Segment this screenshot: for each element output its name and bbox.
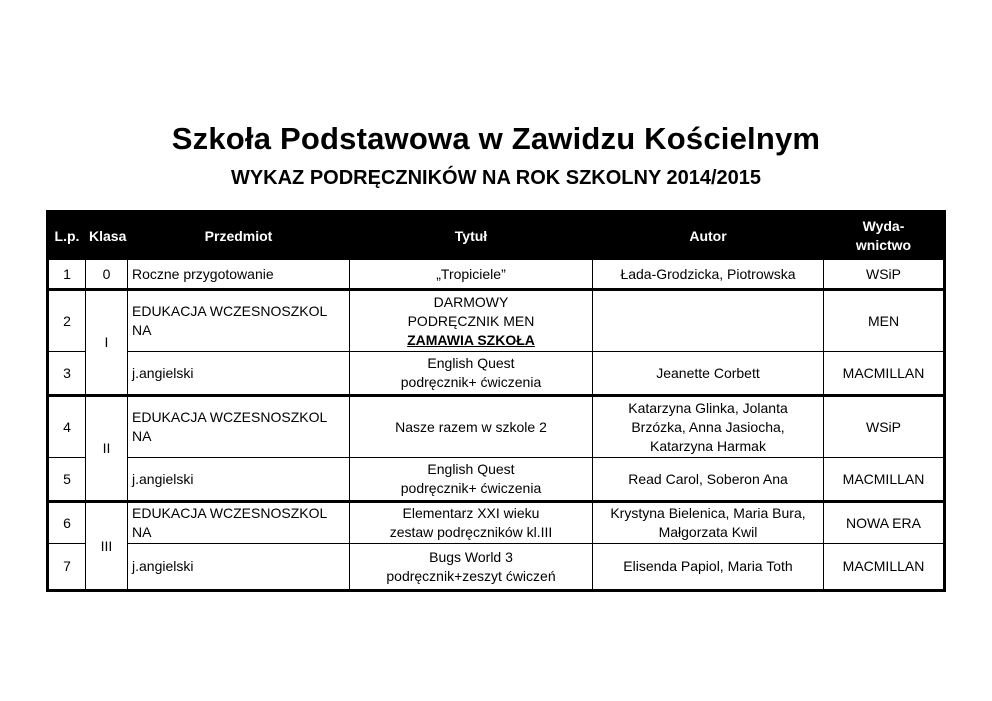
cell-przedmiot: EDUKACJA WCZESNOSZKOL NA — [128, 290, 350, 352]
cell-autor: Read Carol, Soberon Ana — [593, 458, 824, 502]
table-header-row — [49, 213, 944, 260]
table-row — [49, 352, 944, 396]
cell-tytul: English Quest podręcznik+ ćwiczenia — [350, 458, 593, 502]
cell-przedmiot: j.angielski — [128, 544, 350, 590]
table-row — [49, 458, 944, 502]
cell-lp: 5 — [49, 458, 86, 502]
cell-przedmiot: j.angielski — [128, 458, 350, 502]
cell-wydawnictwo: MACMILLAN — [824, 544, 944, 590]
cell-klasa: II — [86, 396, 128, 502]
cell-wydawnictwo: WSiP — [824, 260, 944, 290]
textbook-table — [48, 212, 944, 590]
cell-lp: 4 — [49, 396, 86, 458]
cell-lp: 6 — [49, 502, 86, 544]
cell-wydawnictwo: NOWA ERA — [824, 502, 944, 544]
table-row — [49, 260, 944, 290]
cell-autor: Krystyna Bielenica, Maria Bura, Małgorzata Kwil — [593, 502, 824, 544]
cell-klasa: 0 — [86, 260, 128, 290]
zamawia-szkola-note: ZAMAWIA SZKOŁA — [407, 331, 535, 348]
col-header-tytul: Tytuł — [350, 213, 593, 260]
cell-tytul: Nasze razem w szkole 2 — [350, 396, 593, 458]
cell-lp: 3 — [49, 352, 86, 396]
cell-lp: 7 — [49, 544, 86, 590]
page-subtitle: WYKAZ PODRĘCZNIKÓW NA ROK SZKOLNY 2014/2015 — [230, 167, 762, 189]
cell-wydawnictwo: MACMILLAN — [824, 352, 944, 396]
cell-przedmiot: EDUKACJA WCZESNOSZKOL NA — [128, 502, 350, 544]
cell-tytul: DARMOWY PODRĘCZNIK MEN ZAMAWIA SZKOŁA — [350, 290, 593, 352]
page-title: Szkoła Podstawowa w Zawidzu Kościelnym — [171, 121, 821, 156]
cell-lp: 1 — [49, 260, 86, 290]
cell-wydawnictwo: WSiP — [824, 396, 944, 458]
col-header-autor: Autor — [593, 213, 824, 260]
cell-tytul: Bugs World 3 podręcznik+zeszyt ćwiczeń — [350, 544, 593, 590]
cell-autor: Elisenda Papiol, Maria Toth — [593, 544, 824, 590]
cell-autor — [593, 290, 824, 352]
col-header-lp: L.p. — [49, 213, 86, 260]
cell-lp: 2 — [49, 290, 86, 352]
cell-tytul: „Tropiciele” — [350, 260, 593, 290]
col-header-przedmiot: Przedmiot — [128, 213, 350, 260]
cell-przedmiot: j.angielski — [128, 352, 350, 396]
cell-wydawnictwo: MACMILLAN — [824, 458, 944, 502]
cell-autor: Jeanette Corbett — [593, 352, 824, 396]
cell-przedmiot: Roczne przygotowanie — [128, 260, 350, 290]
cell-tytul: English Quest podręcznik+ ćwiczenia — [350, 352, 593, 396]
cell-klasa: III — [86, 502, 128, 590]
cell-klasa: I — [86, 290, 128, 396]
table-row — [49, 502, 944, 544]
table-row — [49, 396, 944, 458]
col-header-klasa: Klasa — [86, 213, 128, 260]
cell-autor: Łada-Grodzicka, Piotrowska — [593, 260, 824, 290]
cell-przedmiot: EDUKACJA WCZESNOSZKOL NA — [128, 396, 350, 458]
table-row — [49, 290, 944, 352]
cell-tytul: Elementarz XXI wieku zestaw podręczników kl.III — [350, 502, 593, 544]
cell-wydawnictwo: MEN — [824, 290, 944, 352]
cell-autor: Katarzyna Glinka, Jolanta Brzózka, Anna Jasiocha, Katarzyna Harmak — [593, 396, 824, 458]
col-header-wydawnictwo: Wyda- wnictwo — [824, 213, 944, 260]
table-row — [49, 544, 944, 590]
